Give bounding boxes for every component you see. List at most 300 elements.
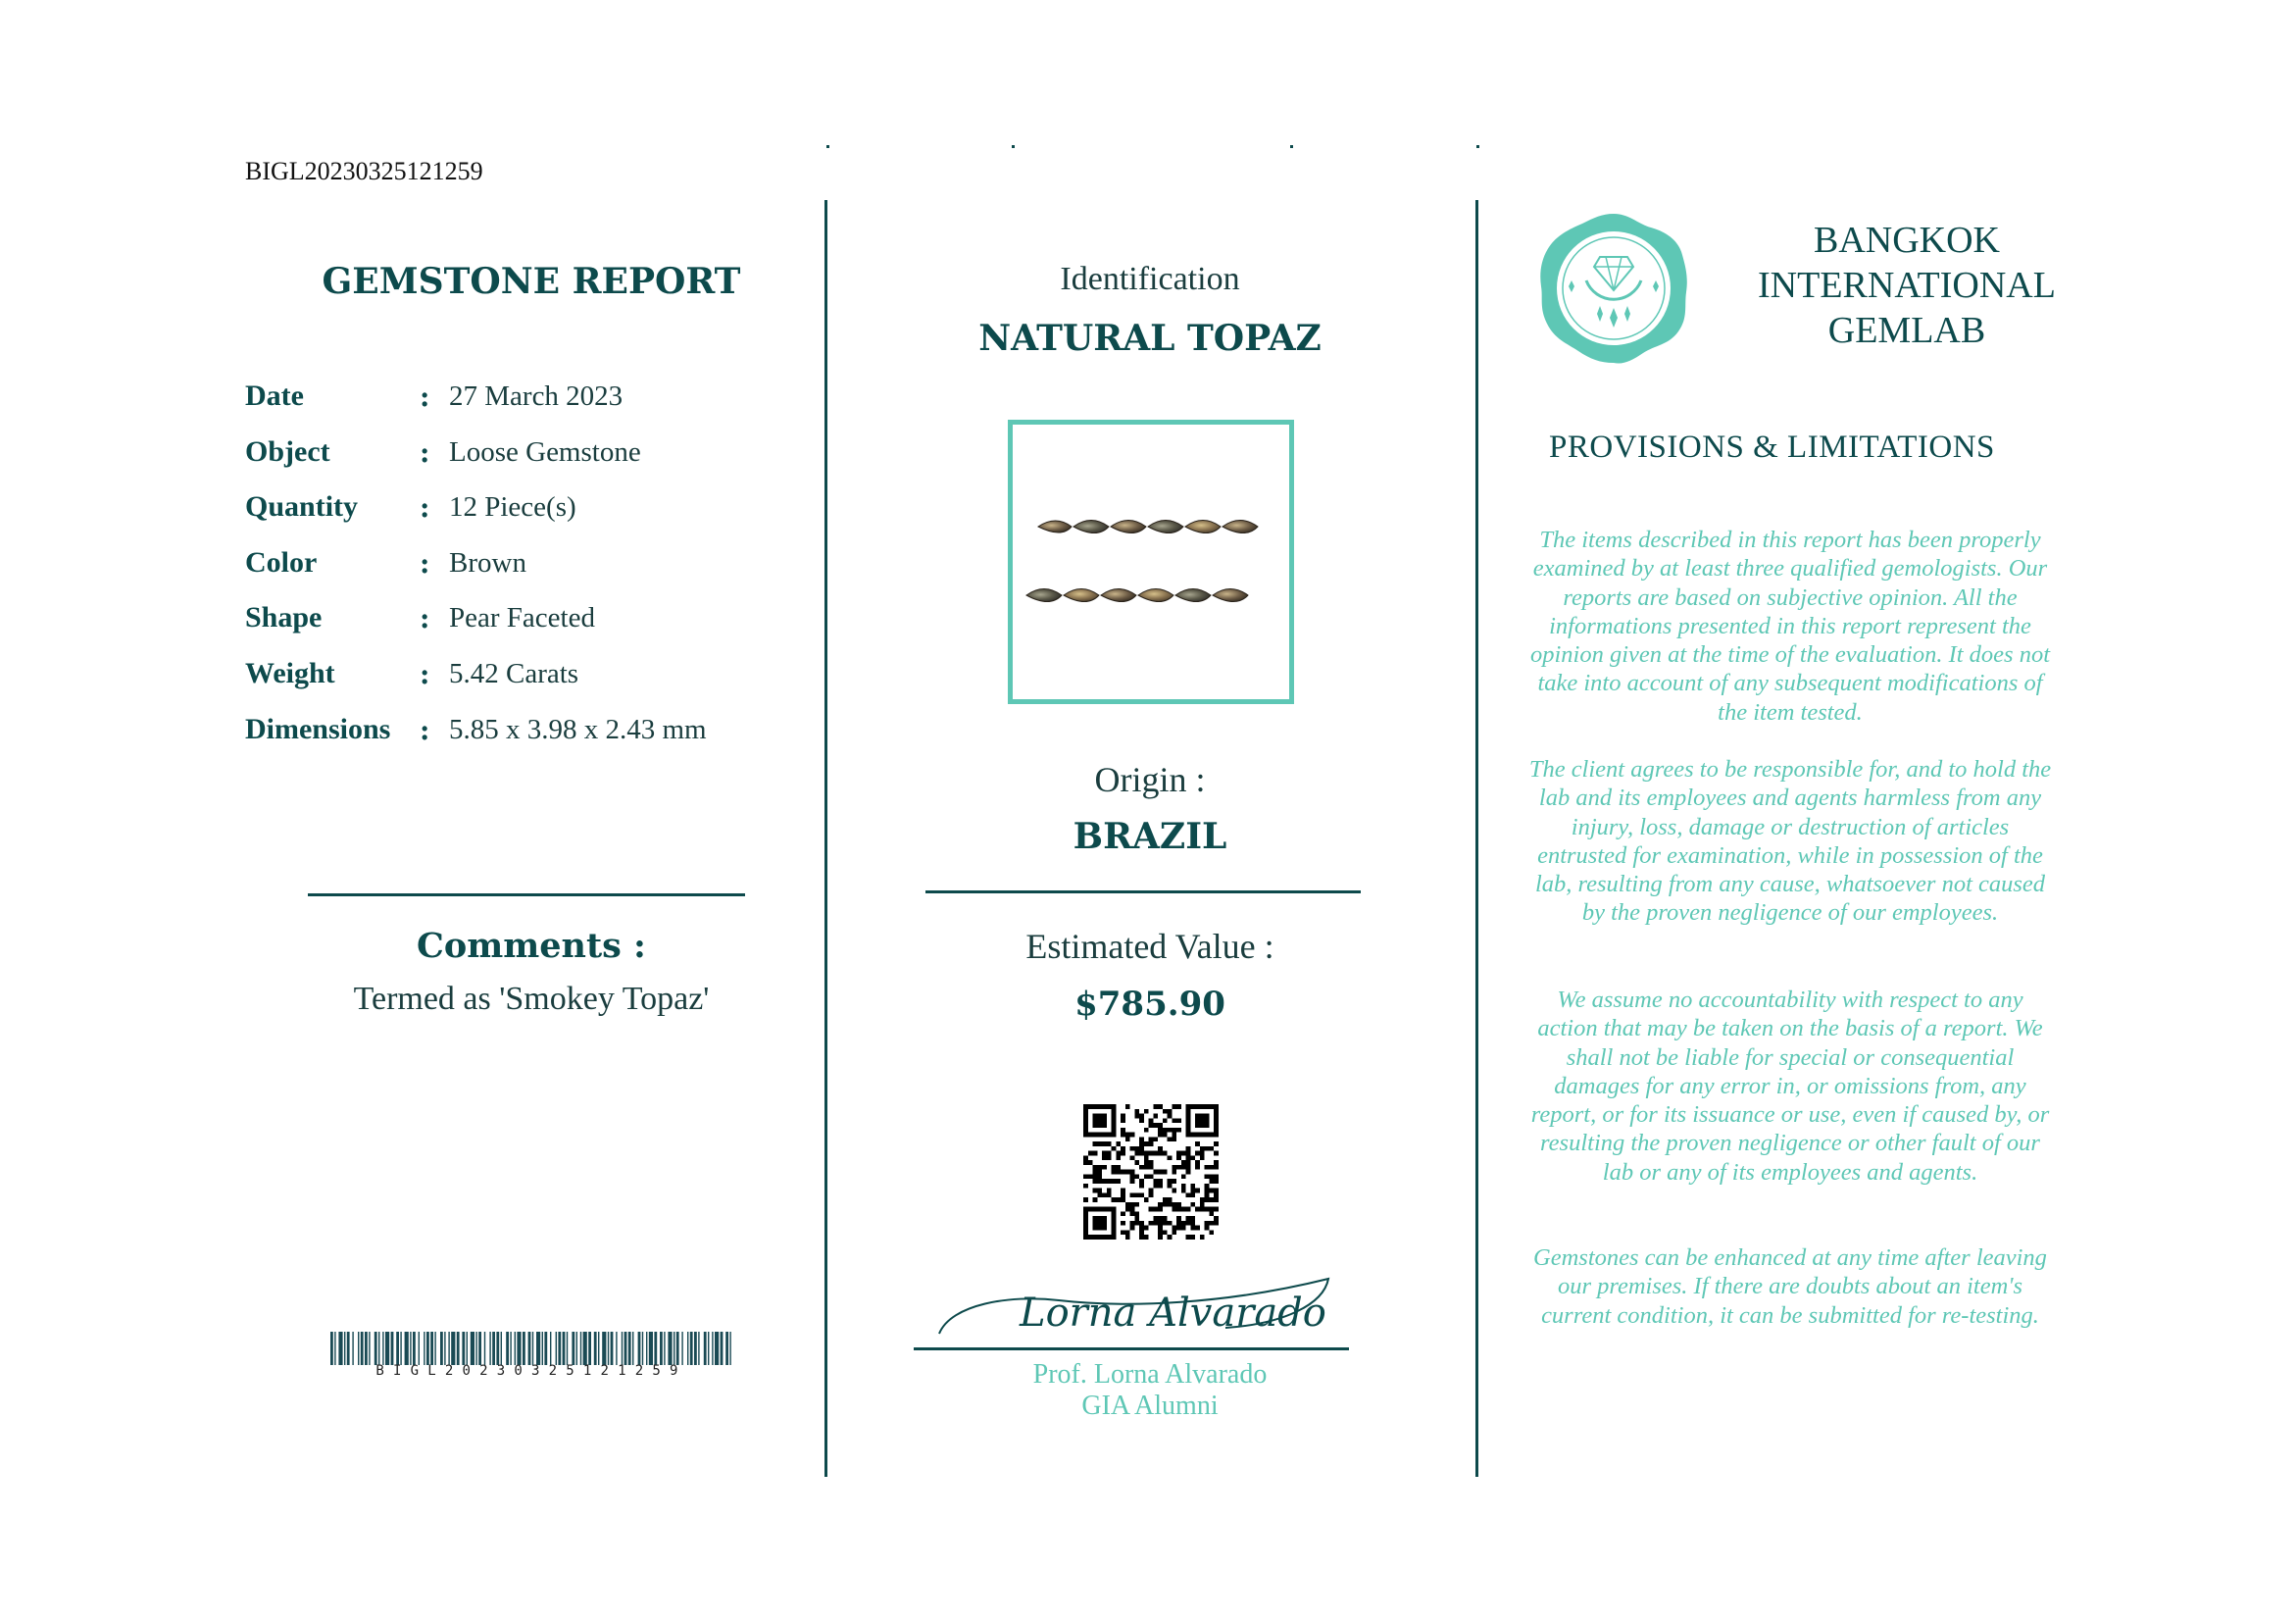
top-mark [826,145,829,148]
qr-module [1121,1133,1125,1138]
qr-module [1102,1141,1107,1146]
qr-module [1168,1109,1173,1114]
barcode-bar [649,1332,653,1365]
barcode-bar [660,1332,663,1365]
qr-module [1214,1221,1219,1226]
barcode-bar [668,1332,672,1365]
barcode-bar [426,1332,429,1365]
qr-module [1097,1174,1102,1179]
qr-module [1186,1146,1191,1151]
qr-module [1172,1179,1176,1184]
qr-module [1176,1155,1181,1160]
barcode-bar [664,1332,665,1365]
qr-module [1102,1165,1107,1170]
barcode-bar [576,1332,577,1365]
qr-module [1214,1165,1219,1170]
qr-module [1168,1179,1173,1184]
qr-module [1158,1133,1163,1138]
qr-module [1200,1202,1205,1207]
qr-module [1139,1137,1144,1141]
barcode-bar [532,1332,533,1365]
qr-module [1139,1165,1144,1170]
qr-module [1121,1128,1125,1133]
barcode-bar [704,1332,707,1365]
qr-module [1139,1118,1144,1123]
qr-module [1149,1207,1154,1212]
detail-value: 27 March 2023 [449,380,624,412]
qr-module [1190,1155,1195,1160]
qr-module [1163,1216,1168,1221]
gem-row-bottom [1026,589,1248,602]
barcode-bar [558,1332,561,1365]
qr-module [1214,1197,1219,1202]
barcode-bar [594,1332,597,1365]
qr-module [1158,1202,1163,1207]
qr-module [1195,1114,1209,1128]
detail-row-shape [245,590,595,645]
qr-module [1172,1128,1176,1133]
qr-module [1107,1151,1112,1156]
qr-module [1158,1216,1163,1221]
lab-name-line: GEMLAB [1827,310,1986,351]
qr-module [1209,1230,1214,1235]
barcode-bar [567,1332,568,1365]
qr-module [1102,1155,1107,1160]
barcode-bar [410,1332,411,1365]
qr-module [1214,1207,1219,1212]
qr-module [1121,1118,1125,1123]
qr-module [1214,1216,1219,1221]
barcode-bar [400,1332,401,1365]
qr-module [1144,1165,1149,1170]
report-id: BIGL20230325121259 [245,157,483,185]
qr-module [1190,1216,1195,1221]
qr-module [1093,1151,1098,1156]
qr-module [1172,1170,1176,1175]
qr-module [1186,1235,1191,1240]
qr-module [1176,1216,1181,1221]
qr-module [1130,1170,1135,1175]
qr-module [1168,1114,1173,1119]
barcode-bar [405,1332,409,1365]
barcode-bar [369,1332,370,1365]
barcode-bar [506,1332,509,1365]
qr-module [1181,1184,1186,1189]
qr-module [1093,1189,1098,1193]
qr-module [1186,1170,1191,1175]
qr-module [1158,1221,1163,1226]
qr-code-icon [1083,1104,1219,1240]
qr-module [1153,1184,1158,1189]
qr-module [1125,1207,1130,1212]
qr-module [1153,1179,1158,1184]
detail-separator: : [420,380,430,413]
qr-module [1093,1114,1107,1128]
qr-module [1083,1174,1088,1179]
qr-module [1139,1192,1144,1197]
barcode-bar [378,1332,379,1365]
qr-module [1209,1146,1214,1151]
qr-module [1153,1207,1158,1212]
qr-module [1172,1133,1176,1138]
barcode-bar [475,1332,476,1365]
qr-module [1116,1170,1121,1175]
qr-module [1190,1202,1195,1207]
qr-module [1144,1128,1149,1133]
qr-module [1083,1160,1088,1165]
barcode-bar [556,1332,557,1365]
qr-module [1186,1192,1191,1197]
top-mark [1290,145,1293,148]
qr-module [1144,1109,1149,1114]
provision-paragraph: The items described in this report has been properly examined by at least three qualified gemologists. Our reports are based on subjective opinion. All the informations presented in this report represent the opinion given at the time of the evaluation. It does not take into account of any subsequent modifications of the item tested. [1529,527,2051,726]
top-mark [1012,145,1015,148]
barcode-bar [358,1332,359,1365]
qr-module [1149,1174,1154,1179]
qr-module [1205,1226,1210,1231]
qr-module [1172,1189,1176,1193]
barcode-bar [396,1332,399,1365]
barcode-bar [622,1332,623,1365]
qr-module [1200,1235,1205,1240]
gem-row-top [1038,521,1258,533]
origin-label: Origin : [1094,760,1206,799]
qr-module [1112,1197,1117,1202]
qr-module [1200,1146,1205,1151]
qr-module [1149,1221,1154,1226]
barcode-bar [478,1332,481,1365]
barcode-bar [708,1332,709,1365]
qr-module [1116,1155,1121,1160]
qr-module [1093,1197,1098,1202]
qr-module [1139,1141,1144,1146]
barcode-bar [694,1332,697,1365]
qr-module [1209,1207,1214,1212]
qr-module [1163,1118,1168,1123]
qr-module [1205,1165,1210,1170]
barcode-bar [444,1332,445,1365]
barcode-bar [352,1332,353,1365]
barcode-bar [501,1332,502,1365]
qr-module [1158,1104,1163,1109]
qr-module [1149,1123,1154,1128]
qr-module [1134,1114,1139,1119]
qr-module [1097,1165,1102,1170]
gem-seal-icon [1535,208,1692,369]
qr-module [1168,1137,1173,1141]
qr-module [1181,1189,1186,1193]
qr-module [1125,1170,1130,1175]
qr-module [1130,1133,1135,1138]
qr-module [1200,1197,1205,1202]
barcode-bar [330,1332,333,1365]
qr-module [1121,1197,1125,1202]
barcode-bar [382,1332,383,1365]
detail-label: Quantity [245,490,359,523]
barcode-bar [632,1332,633,1365]
detail-value: 12 Piece(s) [449,490,576,523]
qr-module [1163,1109,1168,1114]
qr-module [1144,1160,1149,1165]
qr-module [1088,1151,1093,1156]
lab-name-line: INTERNATIONAL [1758,265,2056,306]
detail-row-object [245,425,641,480]
qr-module [1200,1155,1205,1160]
barcode-bar [628,1332,631,1365]
qr-module [1149,1151,1154,1156]
qr-module [1190,1226,1195,1231]
identification-label: Identification [1060,261,1240,297]
qr-module [1158,1123,1163,1128]
qr-module [1158,1184,1163,1189]
qr-module [1125,1137,1130,1141]
qr-module [1125,1202,1130,1207]
qr-module [1116,1179,1121,1184]
qr-module [1205,1207,1210,1212]
qr-module [1200,1207,1205,1212]
qr-module [1205,1189,1210,1193]
qr-module [1107,1192,1112,1197]
barcode-bar [598,1332,599,1365]
detail-separator: : [420,657,430,690]
barcode-bar [496,1332,499,1365]
qr-module [1181,1226,1186,1231]
qr-module [1144,1197,1149,1202]
provision-paragraph: The client agrees to be responsible for, and to hold the lab and its employees and agents harmless from any injury, loss, damage or destruction of articles entrusted for examination, while in possession of the lab, resulting from any cause, whatsoever not caused by the proven negligence of our employees. [1528,756,2052,927]
barcode-bar [681,1332,682,1365]
qr-module [1186,1221,1191,1226]
qr-module [1144,1226,1149,1231]
qr-module [1153,1170,1158,1175]
signature [931,1265,1343,1347]
qr-module [1121,1221,1125,1226]
qr-module [1195,1165,1200,1170]
qr-module [1093,1174,1098,1179]
qr-module [1130,1146,1135,1151]
barcode-bar [624,1332,627,1365]
barcode-bar [467,1332,468,1365]
qr-module [1168,1184,1173,1189]
barcode-bar [430,1332,433,1365]
barcode-bar [440,1332,443,1365]
barcode-bar [602,1332,606,1365]
qr-module [1168,1202,1173,1207]
barcode-bar [517,1332,521,1365]
barcode-bar [484,1332,485,1365]
barcode-bar [616,1332,617,1365]
qr-module [1205,1146,1210,1151]
qr-module [1205,1221,1210,1226]
qr-module [1134,1109,1139,1114]
qr-module [1158,1170,1163,1175]
qr-module [1158,1151,1163,1156]
barcode-bar [583,1332,587,1365]
detail-value: 5.42 Carats [449,657,579,689]
qr-module [1121,1230,1125,1235]
barcode-bar [419,1332,420,1365]
barcode-bar [729,1332,730,1365]
qr-module [1121,1151,1125,1156]
qr-module [1149,1189,1154,1193]
qr-module [1139,1184,1144,1189]
qr-module [1139,1151,1144,1156]
detail-separator: : [420,435,430,469]
qr-module [1181,1160,1186,1165]
barcode-bar [365,1332,368,1365]
qr-module [1163,1230,1168,1235]
qr-module [1125,1235,1130,1240]
qr-module [1158,1226,1163,1231]
qr-module [1209,1174,1214,1179]
barcode-bar [510,1332,511,1365]
detail-label: Shape [245,601,323,633]
qr-module [1088,1160,1093,1165]
detail-value: Pear Faceted [449,601,595,633]
detail-separator: : [420,601,430,634]
qr-module [1139,1230,1144,1235]
detail-row-color [245,535,526,590]
qr-module [1116,1165,1121,1170]
barcode-bar [515,1332,516,1365]
qr-module [1116,1197,1121,1202]
qr-module [1205,1174,1210,1179]
barcode-bar [698,1332,699,1365]
qr-module [1214,1160,1219,1165]
barcode-bar [338,1332,342,1365]
qr-module [1158,1146,1163,1151]
qr-module [1139,1179,1144,1184]
detail-separator: : [420,490,430,524]
qr-module [1153,1114,1158,1119]
qr-module [1121,1192,1125,1197]
barcode-bar [528,1332,531,1365]
value-divider [925,890,1361,893]
barcode-bar [457,1332,460,1365]
column-divider [1475,200,1478,1477]
qr-module [1172,1165,1176,1170]
qr-module [1083,1197,1088,1202]
qr-module [1214,1179,1219,1184]
qr-module [1190,1192,1195,1197]
qr-module [1149,1141,1154,1146]
qr-module [1116,1151,1121,1156]
qr-module [1093,1165,1098,1170]
qr-module [1130,1174,1135,1179]
qr-module [1153,1104,1158,1109]
qr-module [1102,1151,1107,1156]
barcode-bar [550,1332,551,1365]
qr-module [1214,1151,1219,1156]
qr-module [1176,1151,1181,1156]
qr-module [1107,1155,1112,1160]
qr-module [1186,1165,1191,1170]
qr-module [1134,1160,1139,1165]
comments-text: Termed as 'Smokey Topaz' [353,981,710,1017]
detail-row-dimensions [245,702,707,757]
detail-value: 5.85 x 3.98 x 2.43 mm [449,713,707,745]
qr-module [1093,1141,1098,1146]
qr-module [1149,1118,1154,1123]
qr-module [1181,1151,1186,1156]
detail-label: Object [245,435,330,468]
qr-module [1190,1221,1195,1226]
qr-module [1093,1170,1098,1175]
qr-module [1153,1216,1158,1221]
qr-module [1144,1155,1149,1160]
qr-module [1116,1141,1121,1146]
qr-module [1214,1192,1219,1197]
qr-module [1107,1179,1112,1184]
estimated-value: $785.90 [1074,985,1225,1024]
qr-module [1163,1128,1168,1133]
qr-module [1083,1184,1088,1189]
qr-module [1200,1151,1205,1156]
signer-title: GIA Alumni [1081,1391,1219,1421]
detail-value: Brown [449,546,526,579]
detail-label: Date [245,380,304,412]
detail-separator: : [420,546,430,580]
qr-module [1097,1192,1102,1197]
qr-module [1195,1160,1200,1165]
comments-divider [308,893,745,896]
qr-module [1209,1197,1214,1202]
detail-row-quantity [245,480,576,534]
barcode-number: BIGL20230325121259 [375,1363,687,1379]
qr-module [1149,1165,1154,1170]
qr-module [1130,1192,1135,1197]
barcode-bar [721,1332,724,1365]
signature-text: Lorna Alvarado [1020,1291,1326,1336]
qr-module [1168,1197,1173,1202]
qr-module [1134,1146,1139,1151]
barcode-bar [344,1332,345,1365]
qr-module [1134,1216,1139,1221]
barcode-bar [580,1332,581,1365]
qr-module [1195,1207,1200,1212]
qr-module [1172,1226,1176,1231]
detail-label: Weight [245,657,335,689]
qr-module [1153,1123,1158,1128]
qr-module [1112,1146,1117,1151]
qr-module [1176,1104,1181,1109]
qr-module [1214,1141,1219,1146]
qr-module [1130,1202,1135,1207]
lab-name-line: BANGKOK [1814,220,2000,261]
qr-module [1176,1165,1181,1170]
qr-module [1205,1184,1210,1189]
qr-module [1097,1189,1102,1193]
barcode-bar [492,1332,495,1365]
qr-module [1121,1170,1125,1175]
qr-module [1209,1165,1214,1170]
qr-module [1181,1165,1186,1170]
detail-label: Dimensions [245,713,391,745]
gemstone-photo [1008,420,1294,704]
comments-title: Comments : [417,926,646,966]
barcode-bar [646,1332,647,1365]
qr-module [1107,1189,1112,1193]
qr-module [1130,1226,1135,1231]
qr-module [1134,1151,1139,1156]
detail-separator: : [420,713,430,746]
barcode-bar [542,1332,543,1365]
qr-module [1134,1221,1139,1226]
barcode-bar [374,1332,377,1365]
detail-value: Loose Gemstone [449,435,641,468]
barcode-bar [725,1332,728,1365]
barcode-bar [544,1332,547,1365]
qr-module [1176,1207,1181,1212]
